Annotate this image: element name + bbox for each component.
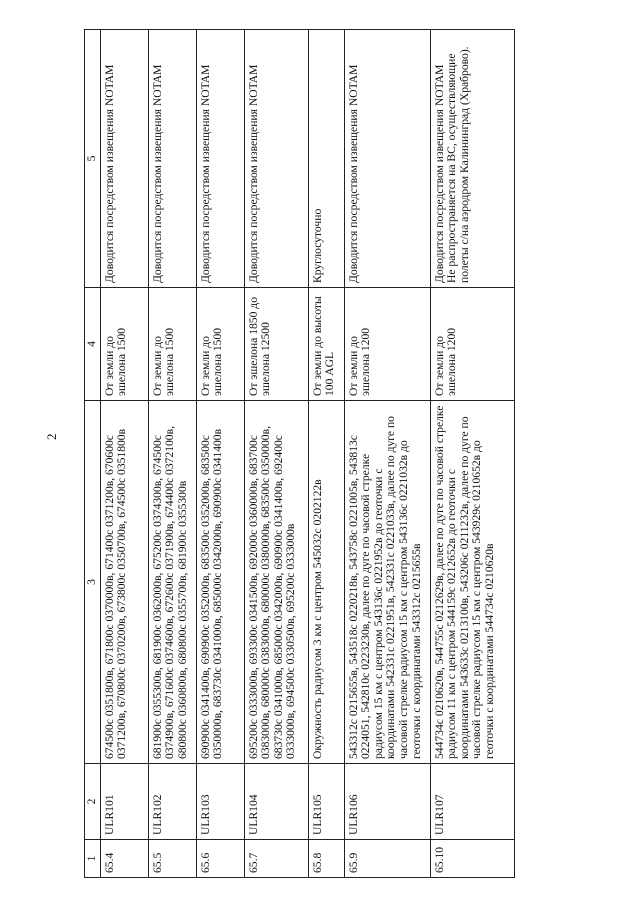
altitude-limits-cell: От эшелона 1850 до эшелона 12500 [244, 288, 308, 401]
zone-code-cell: ULR101 [100, 764, 148, 840]
rotated-page-content [84, 30, 624, 878]
zone-code-cell: ULR107 [430, 764, 514, 840]
row-number-cell: 65.5 [148, 840, 196, 878]
coordinates-cell: Окружность радиусом 3 км с центром 545032с 0202122в [308, 401, 344, 764]
header-cell-1: 1 [85, 840, 101, 878]
zone-code-cell: ULR105 [308, 764, 344, 840]
table-row [244, 30, 308, 878]
remarks-cell: Круглосуточно [308, 30, 344, 288]
altitude-limits-cell: От земли до эшелона 1200 [430, 288, 514, 401]
restricted-areas-table [84, 29, 515, 878]
altitude-limits-cell: От земли до эшелона 1200 [344, 288, 430, 401]
row-number-cell: 65.9 [344, 840, 430, 878]
header-cell-2: 2 [85, 764, 101, 840]
header-cell-3: 3 [85, 401, 101, 764]
row-number-cell: 65.7 [244, 840, 308, 878]
remarks-cell: Доводится посредством извещения NOTAM [100, 30, 148, 288]
table-row [344, 30, 430, 878]
row-number-cell: 65.8 [308, 840, 344, 878]
altitude-limits-cell: От земли до эшелона 1500 [148, 288, 196, 401]
remarks-cell: Доводится посредством извещения NOTAM [196, 30, 244, 288]
table-row [100, 30, 148, 878]
table-body [100, 30, 514, 878]
page-number: 2 [44, 433, 59, 440]
remarks-cell: Доводится посредством извещения NOTAM Не распространяется на ВС, осуществляющие полеты с/на аэродром Калининград (Храброво). [430, 30, 514, 288]
zone-code-cell: ULR106 [344, 764, 430, 840]
row-number-cell: 65.6 [196, 840, 244, 878]
coordinates-cell: 681900с 0355300в, 681900с 0362000в, 675200с 0374300в, 674500с 0374900в, 671600с 0374600в, 672600с 0371900в, 674400с 0372100в, 680800с 0360800в, 680800с 0355700в, 681900с 0355300в [148, 401, 196, 764]
altitude-limits-cell: От земли до высоты 100 AGL [308, 288, 344, 401]
header-cell-5: 5 [85, 30, 101, 288]
coordinates-cell: 695200с 0333000в, 693300с 0341500в, 692000с 0360000в, 683700с 0383000в, 680000с 0383000в, 680000с 0380000в, 683500с 0350000в, 683730с 0341000в, 685000с 0342000в, 690900с 0341400в, 692400с 0333000в, 694500с 0330500в, 695200с 0333000в [244, 401, 308, 764]
table-row [196, 30, 244, 878]
altitude-limits-cell: От земли до эшелона 1500 [196, 288, 244, 401]
coordinates-cell: 544734с 0210620в, 544755с 0212629в, далее по дуге по часовой стрелке радиусом 11 км с центром 544159с 0212652в до геоточки с координатами 543633с 0213100в, 543206с 0211232в, далее по дуге по часовой стрелке радиусом 15 км с центром 543929с 0210652в до геоточки с координатами 544734с 0210620в [430, 401, 514, 764]
coordinates-cell: 543312с 0215655в, 543518с 0220218в, 543758с 0221005в, 543813с 0224051, 542810с 0223230в, далее по дуге по часовой стрелке радиусом 15 км с центром 543136с 0221952в до геоточки с координатами 542331с 0221951в, 542331с 0221033в, далее по дуге по часовой стрелке радиусом 15 км с центром 543136с 0221032в до геоточки с координатами 543312с 0215655в [344, 401, 430, 764]
zone-code-cell: ULR103 [196, 764, 244, 840]
remarks-cell: Доводится посредством извещения NOTAM [148, 30, 196, 288]
coordinates-cell: 690900с 0341400в, 690900с 0352000в, 683500с 0352000в, 683500с 0350000в, 683730с 0341000в, 685000с 0342000в, 690900с 0341400в [196, 401, 244, 764]
table-row [430, 30, 514, 878]
zone-code-cell: ULR104 [244, 764, 308, 840]
altitude-limits-cell: От земли до эшелона 1500 [100, 288, 148, 401]
header-cell-4: 4 [85, 288, 101, 401]
table-row [148, 30, 196, 878]
table-row [308, 30, 344, 878]
remarks-cell: Доводится посредством извещения NOTAM [344, 30, 430, 288]
row-number-cell: 65.4 [100, 840, 148, 878]
row-number-cell: 65.10 [430, 840, 514, 878]
header-row [85, 30, 101, 878]
zone-code-cell: ULR102 [148, 764, 196, 840]
coordinates-cell: 674500с 0351800в, 671800с 0370000в, 671400с 0371200в, 670600с 0371200в, 670800с 0370200в, 673800с 0350700в, 674500с 0351800в [100, 401, 148, 764]
remarks-cell: Доводится посредством извещения NOTAM [244, 30, 308, 288]
